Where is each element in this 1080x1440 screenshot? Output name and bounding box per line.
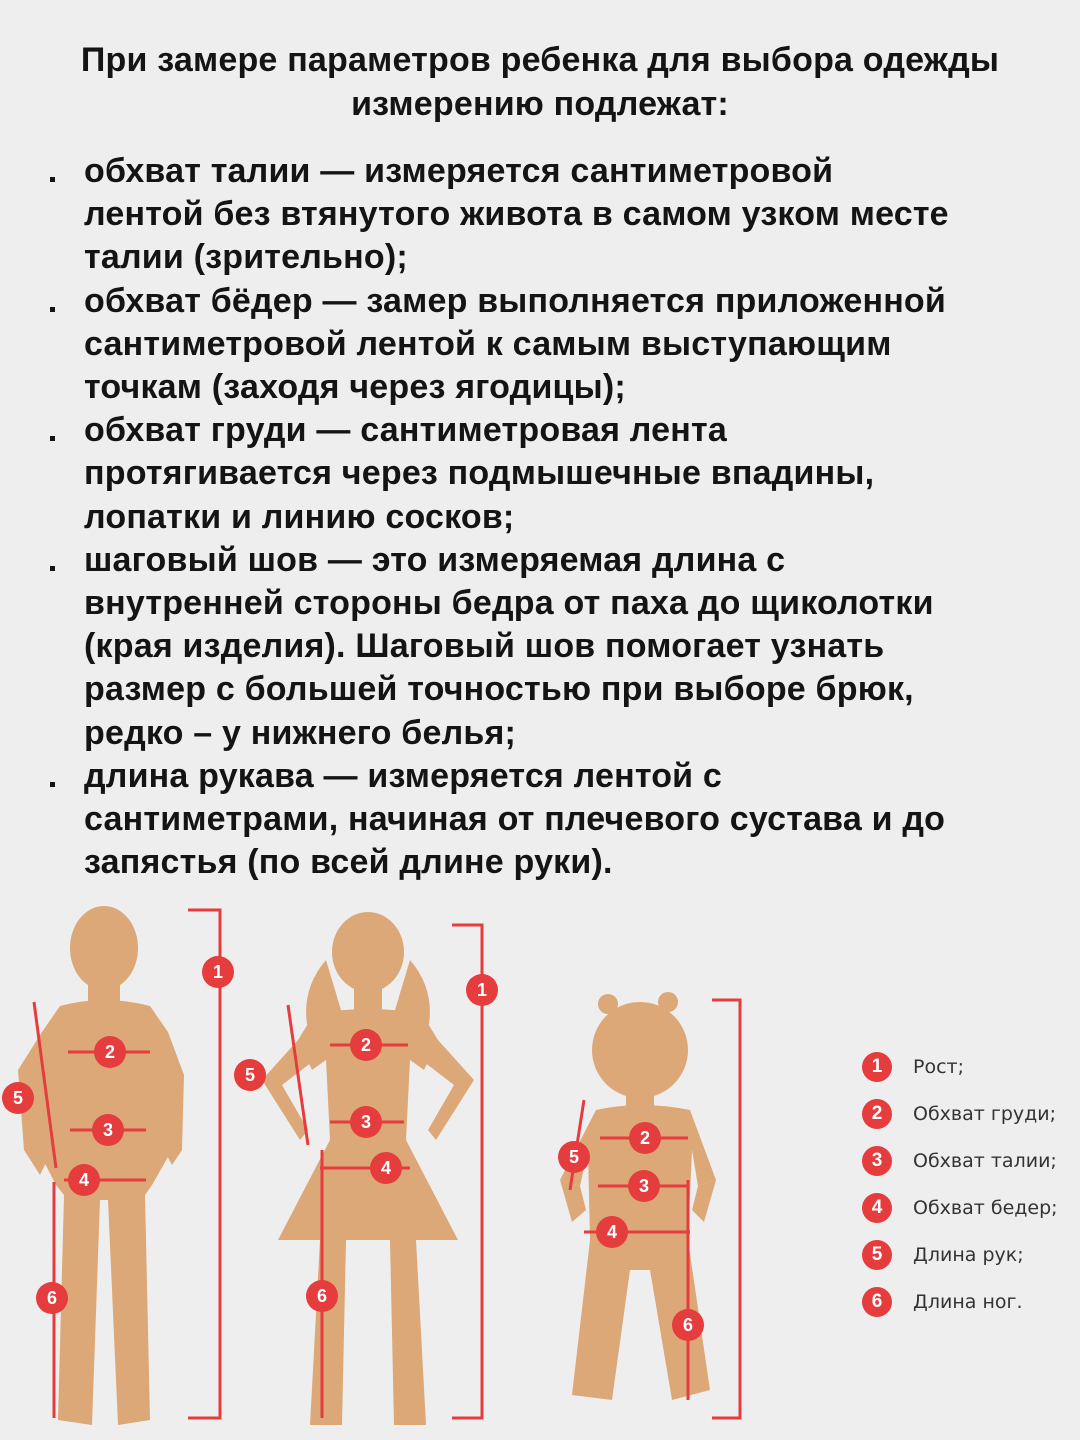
svg-text:2: 2 [639, 1128, 651, 1148]
legend-label: Обхват бедер; [913, 1197, 1058, 1219]
list-item-chest [0, 409, 1080, 539]
marker-6 [672, 1309, 704, 1341]
list-line: длина рукава — измеряется лентой с [84, 756, 723, 795]
svg-text:6: 6 [682, 1315, 694, 1335]
list-line: сантиметровой лентой к самым выступающим [84, 324, 892, 363]
list-line: размер с большей точностью при выборе брюк, [84, 670, 914, 709]
legend-number: 4 [862, 1193, 892, 1223]
list-item-waist [0, 150, 1080, 280]
legend-number: 2 [862, 1099, 892, 1129]
list-item-sleeve [0, 755, 1080, 885]
legend-number: 3 [862, 1146, 892, 1176]
bullet-icon [50, 436, 55, 441]
title-line-1: При замере параметров ребенка для выбора одежды [80, 41, 1000, 79]
svg-text:6: 6 [46, 1288, 58, 1308]
svg-text:1: 1 [476, 980, 488, 1000]
list-line: (края изделия). Шаговый шов помогает узнать [84, 627, 885, 666]
svg-text:1: 1 [212, 962, 224, 982]
svg-text:4: 4 [78, 1170, 90, 1190]
list-line: лентой без втянутого живота в самом узком месте [84, 195, 949, 234]
list-line: лопатки и линию сосков; [84, 497, 515, 536]
marker-4 [68, 1164, 100, 1196]
legend-item-height [862, 1050, 964, 1084]
marker-4 [370, 1152, 402, 1184]
list-line: внутренней стороны бедра от паха до щиколотки [84, 584, 934, 623]
svg-text:3: 3 [102, 1120, 114, 1140]
legend-label: Обхват талии; [913, 1150, 1057, 1172]
svg-text:5: 5 [244, 1065, 256, 1085]
bullet-icon [50, 566, 55, 571]
title-line-2: измерению подлежат: [351, 85, 729, 123]
svg-text:6: 6 [316, 1286, 328, 1306]
bullet-icon [50, 307, 55, 312]
marker-2 [94, 1036, 126, 1068]
marker-3 [92, 1114, 124, 1146]
marker-5 [2, 1082, 34, 1114]
marker-5 [234, 1059, 266, 1091]
legend-label: Длина ног. [913, 1291, 1023, 1313]
legend-number: 1 [862, 1052, 892, 1082]
legend-label: Рост; [913, 1056, 964, 1078]
svg-text:4: 4 [606, 1222, 618, 1242]
marker-5 [558, 1141, 590, 1173]
marker-1 [466, 974, 498, 1006]
list-item-inseam [0, 539, 1080, 755]
bullet-icon [50, 782, 55, 787]
svg-text:5: 5 [12, 1088, 24, 1108]
legend-item-leg-length [862, 1285, 1023, 1319]
measurement-list [0, 150, 1080, 884]
list-line: талии (зрительно); [84, 238, 408, 277]
boy-silhouette [18, 906, 184, 1425]
legend-item-waist [862, 1144, 1057, 1178]
list-line: протягивается через подмышечные впадины, [84, 454, 875, 493]
legend-item-chest [862, 1097, 1056, 1131]
legend-label: Обхват груди; [913, 1103, 1057, 1125]
svg-text:2: 2 [104, 1042, 116, 1062]
marker-2 [629, 1122, 661, 1154]
legend-label: Длина рук; [913, 1244, 1024, 1266]
legend-number: 6 [862, 1287, 892, 1317]
list-line: обхват талии — измеряется сантиметровой [84, 152, 834, 190]
list-line: сантиметрами, начиная от плечевого сустава и до [84, 800, 946, 839]
list-line: редко – у нижнего белья; [84, 713, 517, 752]
marker-1 [202, 956, 234, 988]
list-line: точкам (заходя через ягодицы); [84, 368, 626, 407]
svg-text:3: 3 [638, 1176, 650, 1196]
list-line: запястья (по всей длине руки). [84, 843, 613, 882]
svg-text:3: 3 [360, 1112, 372, 1132]
legend-number: 5 [862, 1240, 892, 1270]
marker-4 [596, 1216, 628, 1248]
bullet-icon [50, 177, 55, 182]
page-title [0, 38, 1080, 126]
svg-text:5: 5 [568, 1147, 580, 1167]
marker-6 [36, 1282, 68, 1314]
list-line: шаговый шов — это измеряемая длина с [84, 540, 786, 579]
marker-3 [350, 1106, 382, 1138]
legend-item-arm-length [862, 1238, 1024, 1272]
list-line: обхват бёдер — замер выполняется приложенной [84, 281, 947, 320]
svg-text:2: 2 [360, 1035, 372, 1055]
legend-item-hips [862, 1191, 1058, 1225]
marker-6 [306, 1280, 338, 1312]
marker-3 [628, 1170, 660, 1202]
svg-text:4: 4 [380, 1158, 392, 1178]
marker-2 [350, 1029, 382, 1061]
list-line: обхват груди — сантиметровая лента [84, 411, 727, 450]
list-item-hips [0, 280, 1080, 410]
